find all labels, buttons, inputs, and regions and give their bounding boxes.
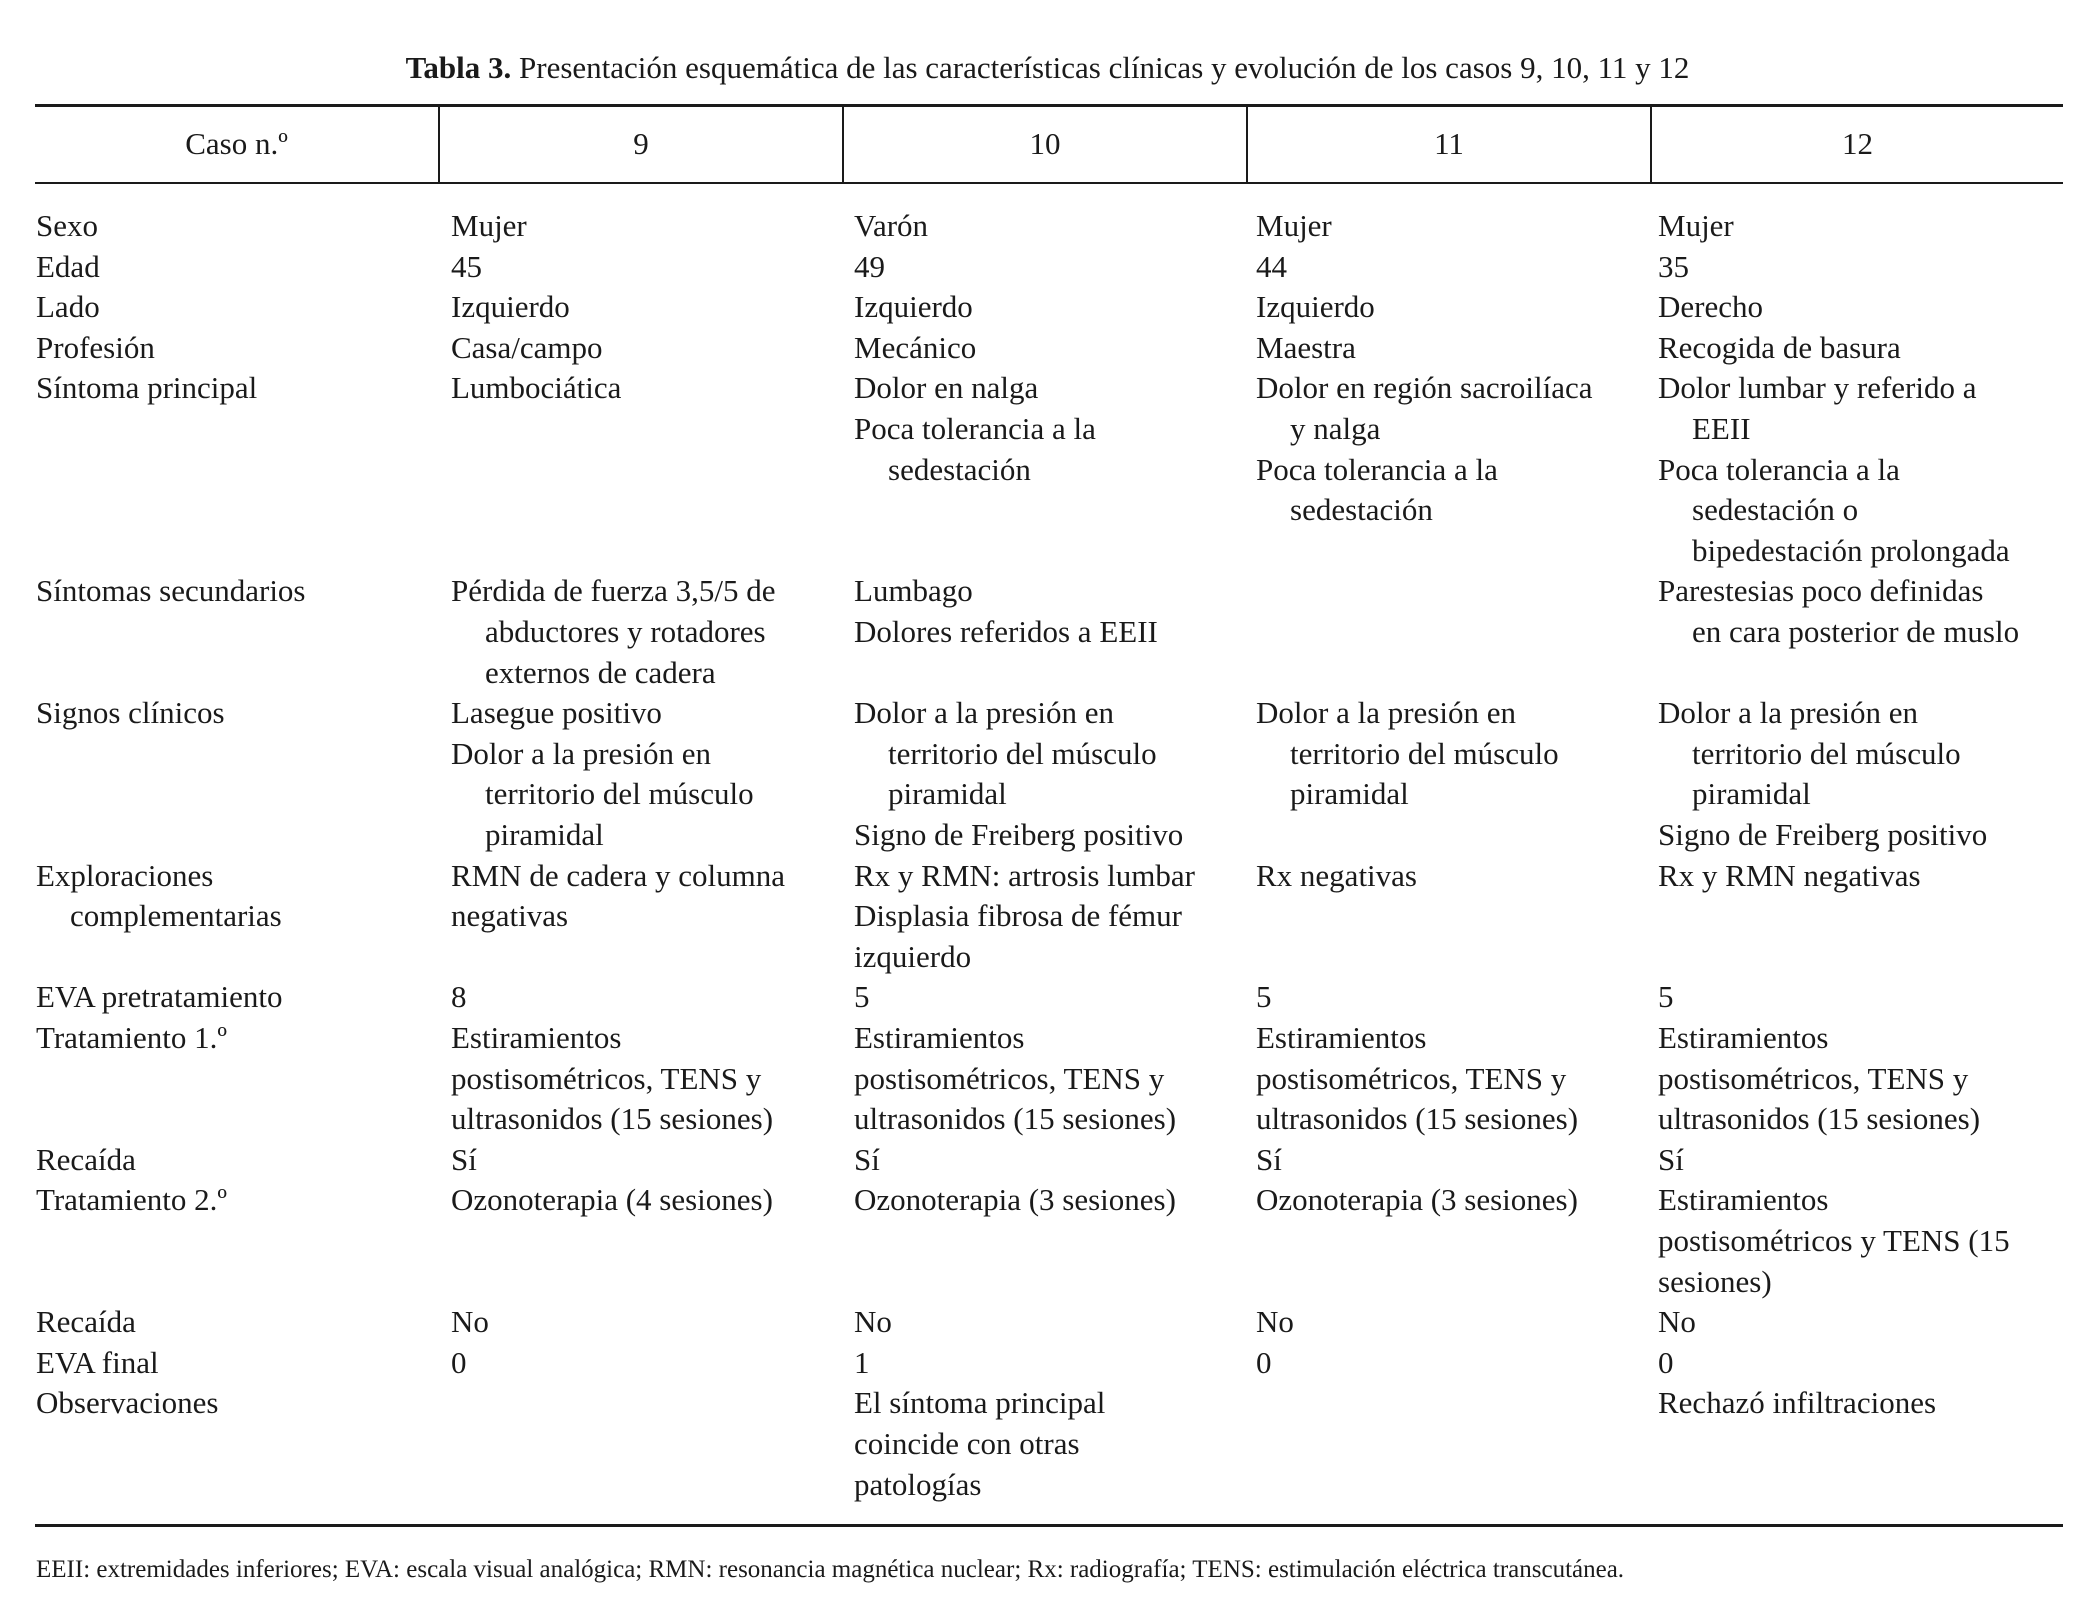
cell-label [36,206,98,247]
cell-case-9 [451,1180,773,1221]
cell-case-11 [1256,856,1417,897]
cell-line: Izquierdo [1256,289,1375,325]
cell-line: No [451,1304,489,1340]
cell-case-9 [451,368,621,409]
cell-case-12 [1658,328,1901,369]
cell-line: Mujer [1658,208,1734,243]
cell-line: piramidal [1692,776,1811,812]
cell-line: Dolor a la presión en [451,735,711,771]
cell-line: 35 [1658,248,1689,284]
cell-line: Izquierdo [451,289,570,325]
cell-case-12 [1658,571,2019,652]
table-row [0,1302,2095,1343]
cell-line: bipedestación prolongada [1692,532,2010,568]
cell-line: Dolor lumbar y referido a [1658,370,1977,406]
cell-case-10 [854,287,973,328]
cell-case-9 [451,856,785,937]
cell-line: postisométricos, TENS y [1256,1060,1567,1096]
table-row [0,368,2095,571]
cell-case-10 [854,247,885,288]
cell-line: Recaída [36,1304,136,1340]
cell-case-9 [451,287,570,328]
cell-line: sedestación o [1692,492,1859,528]
table-row [0,328,2095,369]
cell-line: Mecánico [854,329,977,365]
cell-line: Tratamiento 2.º [36,1182,228,1218]
cell-case-11 [1256,977,1272,1018]
cell-case-12 [1658,693,1987,855]
cell-line: Síntomas secundarios [36,573,306,609]
cell-line: 44 [1256,248,1287,284]
table-caption [0,48,2095,88]
cell-line: ultrasonidos (15 sesiones) [1256,1101,1579,1137]
cell-line: Rechazó infiltraciones [1658,1385,1937,1421]
cell-line: 45 [451,248,482,284]
cell-case-11 [1256,1180,1578,1221]
cell-case-10 [854,206,928,247]
cell-case-12 [1658,206,1734,247]
cell-label [36,856,282,937]
cell-line: Rx y RMN: artrosis lumbar [854,857,1195,893]
table-row [0,1140,2095,1181]
cell-line: Tratamiento 1.º [36,1019,228,1055]
cell-line: Poca tolerancia a la [854,410,1096,446]
table-row [0,856,2095,978]
header-cell-12: 12 [1842,126,1873,161]
cell-line: negativas [451,898,569,934]
cell-label [36,1180,227,1221]
cell-line: No [854,1304,892,1340]
cell-line: Sí [854,1141,880,1177]
cell-case-10 [854,1302,892,1343]
cell-line: 5 [1658,979,1674,1015]
cell-line: Varón [854,208,929,243]
cell-case-11 [1256,1343,1272,1384]
cell-line: territorio del músculo [1692,735,1961,771]
cell-line: territorio del músculo [888,735,1157,771]
cell-line: Lumbago [854,573,973,609]
cell-label [36,368,257,409]
cell-line: 0 [1256,1344,1272,1380]
cell-label [36,1018,227,1059]
cell-case-12 [1658,1343,1674,1384]
cell-line: externos de cadera [485,654,716,690]
cell-line: 0 [1658,1344,1674,1380]
cell-case-9 [451,1140,477,1181]
cell-line: Signo de Freiberg positivo [1658,816,1988,852]
cell-line: 0 [451,1344,467,1380]
cell-line: Signo de Freiberg positivo [854,816,1184,852]
cell-case-10 [854,1140,880,1181]
cell-line: Recogida de basura [1658,329,1901,365]
cell-line: territorio del músculo [485,776,754,812]
table-caption-label: Tabla 3. [405,50,512,85]
cell-case-9 [451,328,603,369]
cell-line: complementarias [70,898,282,934]
cell-case-12 [1658,1302,1696,1343]
cell-case-10 [854,1383,1105,1505]
cell-case-11 [1256,1018,1578,1140]
cell-line: ultrasonidos (15 sesiones) [854,1101,1177,1137]
cell-line: EEII [1692,410,1751,446]
cell-line: Estiramientos [451,1019,622,1055]
cell-line: Lasegue positivo [451,695,662,731]
table-row [0,1343,2095,1384]
cell-case-11 [1256,1302,1294,1343]
cell-case-12 [1658,368,2010,571]
cell-line: sedestación [1290,492,1433,528]
cell-line: Poca tolerancia a la [1256,451,1498,487]
cell-line: 5 [854,979,870,1015]
cell-line: RMN de cadera y columna [451,857,785,893]
cell-line: Estiramientos [1658,1019,1829,1055]
cell-case-9 [451,1018,773,1140]
cell-line: Exploraciones [36,857,214,893]
table-row [0,1180,2095,1302]
cell-line: Ozonoterapia (4 sesiones) [451,1182,773,1218]
cell-line: postisométricos, TENS y [854,1060,1165,1096]
cell-case-12 [1658,1383,1936,1424]
cell-case-10 [854,1343,870,1384]
cell-line: en cara posterior de muslo [1692,613,2020,649]
cell-line: 5 [1256,979,1272,1015]
cell-label [36,571,306,612]
header-cell-9: 9 [633,126,649,161]
cell-case-11 [1256,206,1332,247]
cell-line: EVA pretratamiento [36,979,283,1015]
cell-case-9 [451,571,776,693]
cell-case-10 [854,856,1195,978]
cell-line: Mujer [1256,208,1332,243]
cell-case-12 [1658,1018,1980,1140]
table-row [0,1383,2095,1505]
table-row [0,571,2095,693]
cell-case-9 [451,1343,467,1384]
table-bottom-rule [35,1524,2063,1527]
cell-line: Derecho [1658,289,1763,325]
cell-case-12 [1658,977,1674,1018]
cell-case-12 [1658,287,1763,328]
cell-line: 1 [854,1344,870,1380]
cell-line: izquierdo [854,938,972,974]
cell-line: Pérdida de fuerza 3,5/5 de [451,573,776,609]
cell-line: Rx y RMN negativas [1658,857,1921,893]
cell-line: Síntoma principal [36,370,258,406]
cell-line: y nalga [1290,410,1381,446]
cell-line: Mujer [451,208,527,243]
cell-line: Estiramientos [854,1019,1025,1055]
cell-line: ultrasonidos (15 sesiones) [1658,1101,1981,1137]
cell-label [36,1343,159,1384]
cell-case-10 [854,1018,1176,1140]
cell-line: patologías [854,1466,982,1502]
cell-case-10 [854,1180,1176,1221]
cell-case-10 [854,368,1096,490]
cell-line: sedestación [888,451,1031,487]
cell-label [36,287,100,328]
table-row [0,977,2095,1018]
cell-line: Signos clínicos [36,695,225,731]
header-bottom-rule [35,182,2063,184]
cell-case-9 [451,247,482,288]
cell-line: Maestra [1256,329,1356,365]
cell-line: 8 [451,979,467,1015]
cell-line: ultrasonidos (15 sesiones) [451,1101,774,1137]
cell-line: postisométricos, TENS y [1658,1060,1969,1096]
cell-line: Dolor en región sacroilíaca [1256,370,1593,406]
cell-case-12 [1658,1140,1684,1181]
cell-case-9 [451,977,467,1018]
cell-line: sesiones) [1658,1263,1772,1299]
cell-line: Estiramientos [1256,1019,1427,1055]
cell-case-10 [854,571,1158,652]
cell-line: Sí [451,1141,477,1177]
cell-label [36,693,225,734]
cell-line: Sí [1256,1141,1282,1177]
cell-line: Poca tolerancia a la [1658,451,1900,487]
cell-case-9 [451,206,527,247]
cell-line: piramidal [1290,776,1409,812]
cell-line: 49 [854,248,885,284]
cell-line: coincide con otras [854,1425,1080,1461]
table-row [0,1018,2095,1140]
table-caption-text: Presentación esquemática de las características clínicas y evolución de los casos 9, 10, 11 y 12 [519,50,1690,85]
cell-line: Dolor en nalga [854,370,1039,406]
cell-line: Estiramientos [1658,1182,1829,1218]
cell-case-11 [1256,693,1559,815]
table-footnote: EEII: extremidades inferiores; EVA: escala visual analógica; RMN: resonancia magnética nuclear; Rx: radiografía; TENS: estimulación eléctrica transcutánea. [36,1556,1625,1583]
cell-line: El síntoma principal [854,1385,1106,1421]
cell-case-12 [1658,247,1689,288]
cell-line: Dolor a la presión en [1256,695,1516,731]
cell-line: Parestesias poco definidas [1658,573,1984,609]
cell-line: piramidal [888,776,1007,812]
table-row [0,693,2095,855]
cell-line: Rx negativas [1256,857,1417,893]
cell-case-12 [1658,1180,2010,1302]
cell-case-11 [1256,1140,1282,1181]
cell-line: territorio del músculo [1290,735,1559,771]
table-row [0,287,2095,328]
cell-line: Lado [36,289,100,325]
cell-case-10 [854,693,1183,855]
cell-case-11 [1256,287,1375,328]
cell-line: No [1256,1304,1294,1340]
cell-line: Edad [36,248,100,284]
cell-line: Dolores referidos a EEII [854,613,1158,649]
cell-line: Sexo [36,208,98,243]
cell-label [36,1383,219,1424]
cell-case-11 [1256,247,1287,288]
cell-line: abductores y rotadores [485,613,766,649]
cell-line: Profesión [36,329,155,365]
cell-line: Casa/campo [451,329,603,365]
header-cell-10: 10 [1029,126,1061,161]
cell-label [36,1140,136,1181]
cell-label [36,1302,136,1343]
cell-line: Recaída [36,1141,136,1177]
header-cell-case: Caso n.º [185,126,288,161]
cell-line: postisométricos, TENS y [451,1060,762,1096]
cell-line: Ozonoterapia (3 sesiones) [854,1182,1176,1218]
cell-label [36,328,155,369]
cell-case-9 [451,1302,489,1343]
cell-line: Izquierdo [854,289,973,325]
cell-line: No [1658,1304,1696,1340]
cell-label [36,247,100,288]
table-body [0,206,2095,1505]
cell-case-11 [1256,328,1356,369]
cell-label [36,977,283,1018]
cell-line: Lumbociática [451,370,622,406]
cell-case-10 [854,328,976,369]
cell-line: EVA final [36,1344,159,1380]
table-row [0,206,2095,247]
cell-line: piramidal [485,816,604,852]
cell-line: Displasia fibrosa de fémur [854,898,1182,934]
cell-line: Dolor a la presión en [1658,695,1918,731]
cell-line: Sí [1658,1141,1684,1177]
cell-case-10 [854,977,870,1018]
cell-case-9 [451,693,754,855]
cell-line: Dolor a la presión en [854,695,1114,731]
cell-line: Ozonoterapia (3 sesiones) [1256,1182,1578,1218]
cell-line: Observaciones [36,1385,219,1421]
cell-case-11 [1256,368,1593,530]
cell-case-12 [1658,856,1921,897]
cell-line: postisométricos y TENS (15 [1658,1222,2010,1258]
header-cell-11: 11 [1434,126,1464,161]
table-row [0,247,2095,288]
